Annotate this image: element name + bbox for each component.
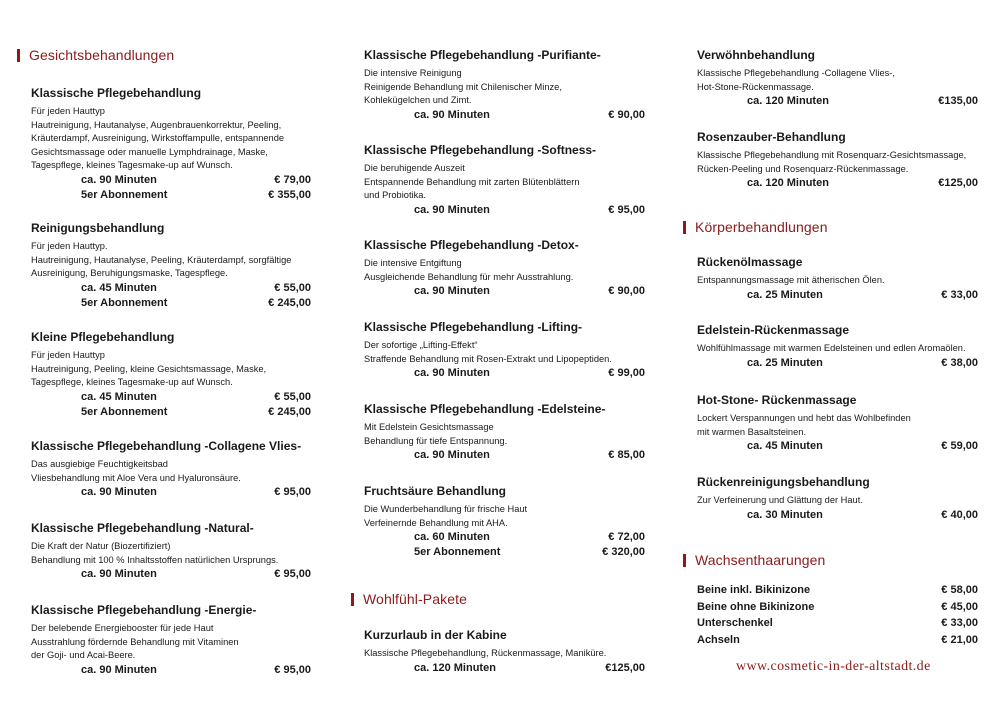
treatment-title: Fruchtsäure Behandlung [364, 484, 507, 498]
price-value: € 55,00 [274, 281, 311, 294]
treatment-item [697, 323, 978, 371]
description-line: Verfeinernde Behandlung mit AHA. [364, 517, 508, 528]
wax-price: € 45,00 [941, 600, 978, 613]
treatment-title: Kleine Pflegebehandlung [31, 330, 175, 344]
price-row [31, 188, 311, 203]
description-line: mit warmen Basaltsteinen. [697, 426, 807, 437]
wax-price: € 21,00 [941, 633, 978, 646]
treatment-description [31, 622, 311, 663]
description-line: Kräuterdampf, Ausreinigung, Wirkstoffampulle, entspannende [31, 133, 285, 144]
price-row [697, 439, 978, 454]
description-line: Reinigende Behandlung mit Chilenischer Minze, [364, 81, 562, 92]
wax-label: Beine inkl. Bikinizone [697, 584, 811, 596]
description-line: Kohlekügelchen und Zimt. [364, 95, 472, 106]
price-row [31, 173, 311, 188]
treatment-title: Klassische Pflegebehandlung -Purifiante- [364, 48, 601, 62]
price-value: €135,00 [938, 95, 978, 108]
wax-price: € 58,00 [941, 584, 978, 596]
price-row [697, 288, 978, 303]
treatment-title: Klassische Pflegebehandlung -Natural- [31, 521, 254, 535]
price-value: € 95,00 [608, 203, 645, 216]
treatment-description [697, 494, 978, 508]
section-marker [683, 554, 686, 567]
price-value: €125,00 [938, 177, 978, 190]
description-line: Mit Edelstein Gesichtsmassage [364, 422, 494, 432]
duration-label: ca. 90 Minuten [81, 663, 157, 676]
website-url[interactable]: www.cosmetic-in-der-altstadt.de [736, 659, 931, 674]
price-value: € 245,00 [268, 405, 311, 418]
duration-label: 5er Abonnement [81, 405, 168, 418]
treatment-title: Rosenzauber-Behandlung [697, 130, 846, 144]
treatment-description [364, 257, 645, 284]
treatment-item [697, 475, 978, 523]
price-row [697, 356, 978, 371]
treatment-item [31, 603, 311, 678]
treatment-description [364, 162, 645, 203]
price-value: € 90,00 [608, 285, 645, 298]
treatment-item [364, 143, 645, 218]
treatment-title: Klassische Pflegebehandlung -Edelsteine- [364, 402, 606, 416]
duration-label: ca. 90 Minuten [414, 449, 490, 462]
wax-price: € 33,00 [941, 617, 978, 629]
treatment-description [31, 540, 311, 567]
duration-label: 5er Abonnement [414, 546, 501, 559]
wax-label: Achseln [697, 633, 740, 646]
treatment-title: Klassische Pflegebehandlung -Detox- [364, 238, 579, 252]
description-line: Die intensive Reinigung [364, 68, 462, 78]
treatment-description [364, 339, 645, 366]
treatment-item [364, 628, 645, 676]
duration-label: ca. 90 Minuten [414, 367, 490, 380]
wax-row [697, 615, 978, 632]
treatment-item [697, 130, 978, 191]
description-line: Entspannungsmassage mit ätherischen Ölen. [697, 275, 885, 285]
description-line: Hot-Stone-Rückenmassage. [697, 81, 814, 92]
description-line: Das ausgiebige Feuchtigkeitsbad [31, 459, 168, 469]
duration-label: ca. 120 Minuten [747, 177, 829, 190]
price-row [364, 284, 645, 299]
treatment-title: Klassische Pflegebehandlung -Collagene Vlies- [31, 439, 302, 453]
treatment-title: Hot-Stone- Rückenmassage [697, 393, 857, 407]
price-row [364, 661, 645, 676]
duration-label: ca. 90 Minuten [414, 285, 490, 298]
description-line: Zur Verfeinerung und Glättung der Haut. [697, 495, 863, 505]
treatment-description [697, 412, 978, 439]
description-line: Die intensive Entgiftung [364, 258, 462, 268]
description-line: Klassische Pflegebehandlung, Rückenmassage, Maniküre. [364, 648, 607, 658]
treatment-item [31, 86, 311, 203]
description-line: Klassische Pflegebehandlung mit Rosenquarz-Gesichtsmassage, [697, 150, 967, 160]
section-marker [683, 221, 686, 234]
section-marker [351, 593, 354, 606]
wax-label: Unterschenkel [697, 617, 773, 629]
description-line: Die Kraft der Natur (Biozertifiziert) [31, 541, 171, 551]
duration-label: ca. 120 Minuten [747, 95, 829, 108]
price-value: € 38,00 [941, 356, 978, 369]
price-value: € 95,00 [274, 663, 311, 676]
description-line: und Probiotika. [364, 190, 427, 201]
duration-label: ca. 90 Minuten [81, 486, 157, 499]
duration-label: ca. 30 Minuten [747, 508, 823, 521]
treatment-item [697, 48, 978, 109]
price-row [364, 108, 645, 123]
price-value: € 79,00 [274, 173, 311, 186]
wax-row [697, 632, 978, 649]
treatment-description [697, 274, 978, 288]
description-line: Der belebende Energiebooster für jede Haut [31, 623, 214, 633]
wax-row [697, 582, 978, 599]
treatment-description [31, 240, 311, 281]
price-row [364, 203, 645, 218]
description-line: Für jeden Hauttyp [31, 350, 105, 360]
price-row [364, 366, 645, 381]
price-row [697, 508, 978, 523]
treatment-item [31, 221, 311, 311]
description-line: Für jeden Hauttyp. [31, 241, 108, 251]
price-value: € 90,00 [608, 108, 645, 121]
section-heading-wachsenthaarungen: Wachsenthaarungen [683, 552, 825, 568]
treatment-item [697, 255, 978, 303]
treatment-title: Rückenölmassage [697, 255, 803, 269]
price-value: € 55,00 [274, 390, 311, 403]
description-line: Tagespflege, kleines Tagesmake-up auf Wunsch. [31, 377, 233, 388]
price-value: € 33,00 [941, 288, 978, 301]
treatment-description [364, 503, 645, 530]
description-line: Behandlung für tiefe Entspannung. [364, 435, 508, 446]
treatment-title: Kurzurlaub in der Kabine [364, 628, 507, 642]
price-row [31, 405, 311, 420]
treatment-item [364, 48, 645, 123]
duration-label: ca. 25 Minuten [747, 356, 823, 369]
price-row [31, 296, 311, 311]
treatment-title: Klassische Pflegebehandlung -Energie- [31, 603, 257, 617]
duration-label: ca. 90 Minuten [81, 568, 157, 581]
description-line: Ausstrahlung fördernde Behandlung mit Vitaminen [31, 636, 239, 647]
description-line: Vliesbehandlung mit Aloe Vera und Hyaluronsäure. [31, 472, 241, 483]
description-line: Lockert Verspannungen und hebt das Wohlbefinden [697, 413, 911, 423]
treatment-description [31, 105, 311, 173]
treatment-description [31, 458, 311, 485]
treatment-item [364, 484, 645, 560]
duration-label: ca. 60 Minuten [414, 531, 490, 544]
duration-label: ca. 90 Minuten [81, 173, 157, 186]
duration-label: 5er Abonnement [81, 296, 168, 309]
treatment-description [364, 421, 645, 448]
description-line: Behandlung mit 100 % Inhaltsstoffen natürlichen Ursprungs. [31, 554, 279, 565]
price-value: €125,00 [605, 661, 645, 674]
price-row [697, 176, 978, 191]
treatment-description [364, 647, 645, 661]
treatment-item [31, 439, 311, 500]
treatment-description [697, 342, 978, 356]
treatment-title: Klassische Pflegebehandlung -Softness- [364, 143, 597, 157]
price-row [31, 567, 311, 582]
price-value: € 320,00 [602, 546, 645, 559]
description-line: Hautreinigung, Hautanalyse, Peeling, Kräuterdampf, sorgfältige [31, 254, 292, 265]
wax-row [697, 599, 978, 616]
treatment-title: Edelstein-Rückenmassage [697, 323, 850, 337]
wax-label: Beine ohne Bikinizone [697, 600, 815, 613]
section-marker [17, 49, 20, 62]
treatment-item [31, 521, 311, 582]
treatment-title: Verwöhnbehandlung [697, 48, 816, 62]
description-line: Der sofortige „Lifting-Effekt“ [364, 340, 478, 350]
price-row [31, 390, 311, 405]
description-line: Hautreinigung, Hautanalyse, Augenbrauenkorrektur, Peeling, [31, 119, 282, 130]
description-line: Tagespflege, kleines Tagesmake-up auf Wunsch. [31, 160, 233, 171]
price-value: € 355,00 [268, 188, 311, 201]
description-line: Gesichtsmassage oder manuelle Lymphdrainage, Maske, [31, 146, 268, 157]
description-line: Straffende Behandlung mit Rosen-Extrakt und Lipopeptiden. [364, 353, 612, 364]
description-line: Die beruhigende Auszeit [364, 163, 465, 173]
treatment-title: Klassische Pflegebehandlung -Lifting- [364, 320, 583, 334]
description-line: Für jeden Hauttyp [31, 106, 105, 116]
duration-label: ca. 90 Minuten [414, 203, 490, 216]
price-row [364, 530, 645, 545]
price-value: € 40,00 [941, 508, 978, 521]
section-heading-gesichtsbehandlungen: Gesichtsbehandlungen [17, 47, 174, 63]
price-value: € 72,00 [608, 531, 645, 544]
price-row [364, 545, 645, 560]
treatment-item [697, 393, 978, 454]
price-row [31, 663, 311, 678]
duration-label: ca. 25 Minuten [747, 288, 823, 301]
treatment-description [697, 67, 978, 94]
treatment-item [364, 402, 645, 463]
duration-label: ca. 120 Minuten [414, 661, 496, 674]
description-line: Die Wunderbehandlung für frische Haut [364, 504, 528, 514]
price-value: € 245,00 [268, 296, 311, 309]
price-value: € 85,00 [608, 449, 645, 462]
description-line: Rücken-Peeling und Rosenquarz-Rückenmassage. [697, 163, 909, 174]
treatment-item [364, 320, 645, 381]
treatment-title: Reinigungsbehandlung [31, 221, 165, 235]
description-line: Wohlfühlmassage mit warmen Edelsteinen und edlen Aromaölen. [697, 343, 966, 353]
price-value: € 95,00 [274, 568, 311, 581]
description-line: Klassische Pflegebehandlung -Collagene Vlies-, [697, 68, 895, 78]
price-row [697, 94, 978, 109]
treatment-title: Klassische Pflegebehandlung [31, 86, 202, 100]
duration-label: ca. 45 Minuten [81, 390, 157, 403]
price-row [364, 448, 645, 463]
duration-label: ca. 45 Minuten [81, 281, 157, 294]
section-heading-wohlfuehl-pakete: Wohlfühl-Pakete [351, 591, 467, 607]
treatment-description [697, 149, 978, 176]
price-value: € 95,00 [274, 486, 311, 499]
section-heading-koerperbehandlungen: Körperbehandlungen [683, 219, 828, 235]
description-line: Entspannende Behandlung mit zarten Blütenblättern [364, 176, 580, 187]
price-value: € 59,00 [941, 440, 978, 453]
treatment-description [31, 349, 311, 390]
wax-price-list [697, 582, 978, 648]
price-row [31, 281, 311, 296]
price-value: € 99,00 [608, 367, 645, 380]
duration-label: 5er Abonnement [81, 188, 168, 201]
price-row [31, 485, 311, 500]
treatment-item [364, 238, 645, 299]
description-line: Ausreinigung, Beruhigungsmaske, Tagespflege. [31, 268, 228, 279]
description-line: Ausgleichende Behandlung für mehr Ausstrahlung. [364, 271, 574, 282]
duration-label: ca. 45 Minuten [747, 440, 823, 453]
treatment-title: Rückenreinigungsbehandlung [697, 475, 870, 489]
description-line: der Goji- und Acai-Beere. [31, 650, 136, 661]
treatment-description [364, 67, 645, 108]
description-line: Hautreinigung, Peeling, kleine Gesichtsmassage, Maske, [31, 363, 267, 374]
treatment-item [31, 330, 311, 420]
duration-label: ca. 90 Minuten [414, 108, 490, 121]
